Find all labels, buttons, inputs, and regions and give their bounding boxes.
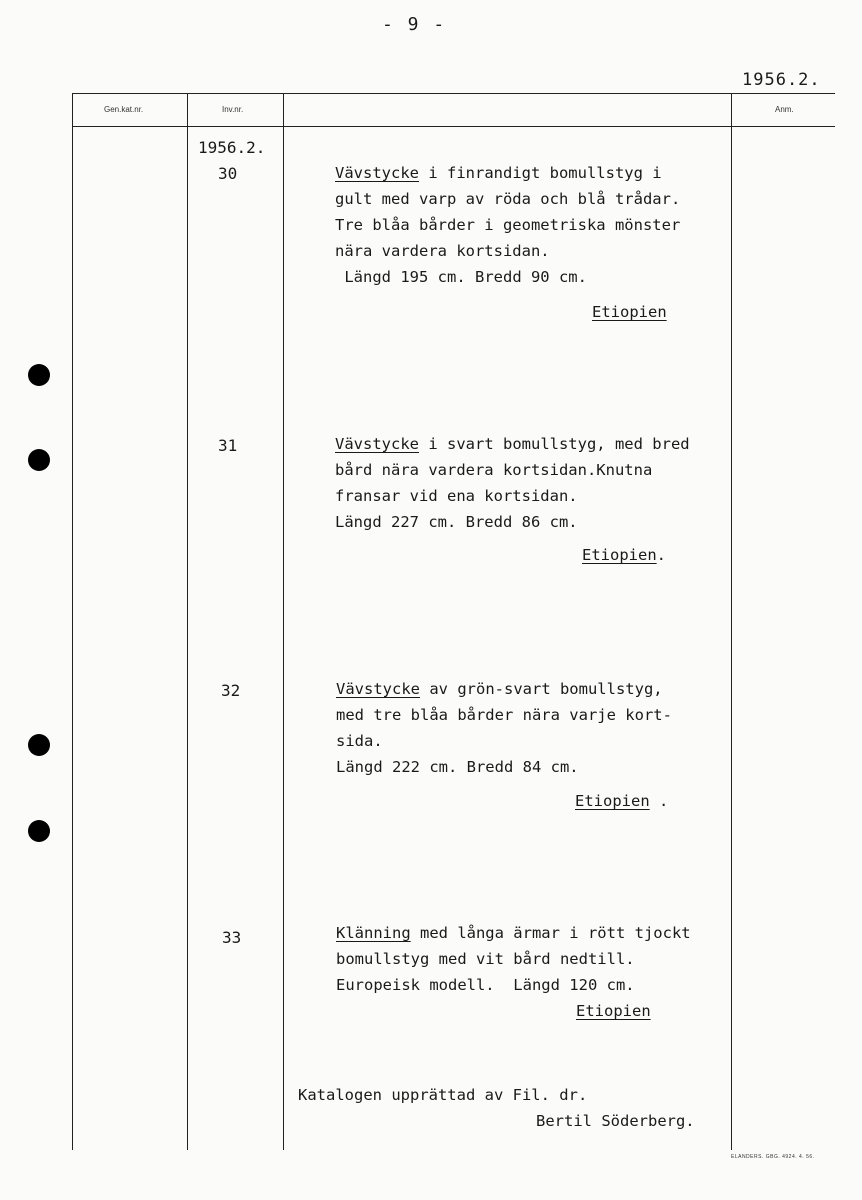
series-label: 1956.2.: [198, 138, 266, 157]
inv-number: 32: [221, 681, 241, 700]
description-line: med tre blåa bårder nära varje kort-: [336, 706, 672, 724]
object-name: Vävstycke: [336, 680, 420, 698]
description-line: av grön-svart bomullstyg,: [420, 680, 663, 698]
entry-description: [336, 676, 672, 780]
punch-hole: [28, 449, 50, 471]
year-header: 1956.2.: [742, 70, 821, 90]
catalog-credit: Katalogen upprättad av Fil. dr.: [298, 1086, 588, 1104]
object-name: Vävstycke: [335, 435, 419, 453]
object-name: Klänning: [336, 924, 411, 942]
description-line: nära vardera kortsidan.: [335, 242, 550, 260]
measurements: Längd 195 cm. Bredd 90 cm.: [344, 268, 587, 286]
origin: Etiopien: [575, 792, 650, 810]
column-header-anm: Anm.: [775, 105, 794, 114]
origin-label: Etiopien .: [575, 792, 669, 810]
description-line: sida.: [336, 732, 383, 750]
entry-description: [336, 920, 691, 998]
description-line: Europeisk modell. Längd 120 cm.: [336, 976, 635, 994]
description-line: Tre blåa bårder i geometriska mönster: [335, 216, 681, 234]
origin: Etiopien: [582, 546, 657, 564]
inv-number: 33: [222, 928, 242, 947]
description-line: i finrandigt bomullstyg i: [419, 164, 662, 182]
entry-description: [335, 160, 680, 290]
column-header-gen-kat: Gen.kat.nr.: [104, 105, 144, 114]
description-line: gult med varp av röda och blå trådar.: [335, 190, 681, 208]
origin-label: [576, 998, 651, 1024]
column-header-inv: Inv.nr.: [222, 105, 244, 114]
origin: Etiopien: [592, 303, 667, 321]
column-rule-4: [731, 93, 732, 1150]
punch-hole: [28, 364, 50, 386]
description-line: med långa ärmar i rött tjockt: [410, 924, 691, 942]
inv-number: 30: [218, 164, 238, 183]
description-line: bård nära vardera kortsidan.Knutna: [335, 461, 653, 479]
origin: Etiopien: [576, 1002, 651, 1020]
column-rule-1: [72, 93, 73, 1150]
description-line: i svart bomullstyg, med bred: [419, 435, 690, 453]
description-line: fransar vid ena kortsidan.: [335, 487, 578, 505]
punch-hole: [28, 820, 50, 842]
catalog-author: Bertil Söderberg.: [536, 1112, 695, 1130]
column-rule-3: [283, 93, 284, 1150]
entry-description: [335, 431, 690, 535]
page-number: - 9 -: [382, 14, 447, 35]
measurements: Längd 222 cm. Bredd 84 cm.: [336, 758, 579, 776]
origin-label: Etiopien.: [582, 546, 666, 564]
description-line: bomullstyg med vit bård nedtill.: [336, 950, 635, 968]
printer-mark: ELANDERS. GBG. 4924. 4. 56.: [731, 1154, 815, 1160]
origin-label: [592, 299, 667, 325]
inv-number: 31: [218, 436, 238, 455]
measurements: Längd 227 cm. Bredd 86 cm.: [335, 513, 578, 531]
column-rule-2: [187, 93, 188, 1150]
object-name: Vävstycke: [335, 164, 419, 182]
punch-hole: [28, 734, 50, 756]
